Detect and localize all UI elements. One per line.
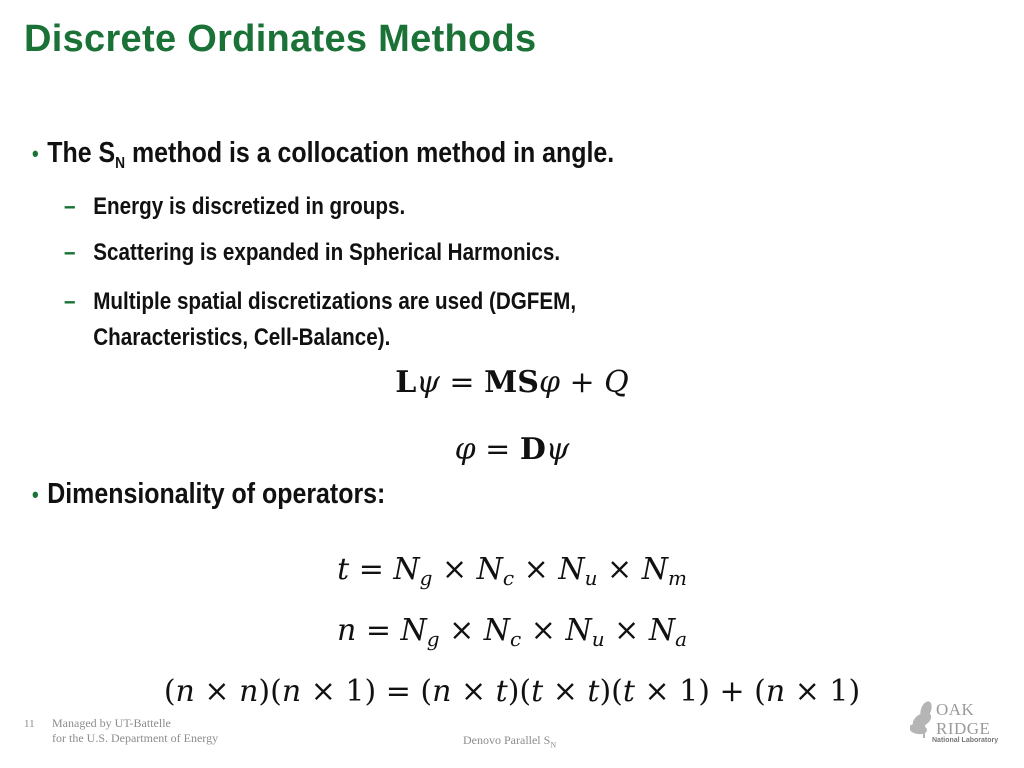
bullet-dot: • [32, 141, 39, 167]
sub-bullet-spatial: – Multiple spatial discretizations are used (DGFEM, Characteristics, Cell-Balance). [64, 284, 576, 356]
equation-flux: φ = Dψ [454, 432, 570, 467]
dash-marker: – [64, 288, 76, 315]
equation-transport: Lψ = MSφ + Q [395, 365, 629, 400]
bullet-sn-method: • The $S_N$ method is a collocation method in angle. [32, 137, 615, 172]
equation-dimensions: (n × n)(n × 1) = (n × t)(t × t)(t × 1) + (n × 1) [163, 674, 861, 709]
slide-title: Discrete Ordinates Methods [24, 18, 537, 60]
slide-number: 11 [24, 718, 35, 730]
dash-marker: – [64, 193, 76, 220]
sub-bullet-scattering: – Scattering is expanded in Spherical Harmonics. [64, 235, 560, 271]
oak-ridge-logo-text: OAK RIDGE [936, 700, 991, 738]
equation-t: $t = N_g \times N_c \times N_u \times N_m$ [337, 552, 687, 590]
footer-presentation-title: Denovo Parallel $S_N$ [463, 733, 557, 750]
dash-marker: – [64, 239, 76, 266]
sub-bullet-energy: – Energy is discretized in groups. [64, 189, 405, 225]
bullet-dot: • [32, 482, 39, 508]
footer-managed-by: Managed by UT-Battelle for the U.S. Department of Energy [52, 716, 219, 745]
equation-n: $n = N_g \times N_c \times N_u \times N_a$ [336, 613, 688, 651]
bullet-dimensionality: • Dimensionality of operators: [32, 478, 386, 510]
national-laboratory-label: National Laboratory [932, 737, 999, 744]
